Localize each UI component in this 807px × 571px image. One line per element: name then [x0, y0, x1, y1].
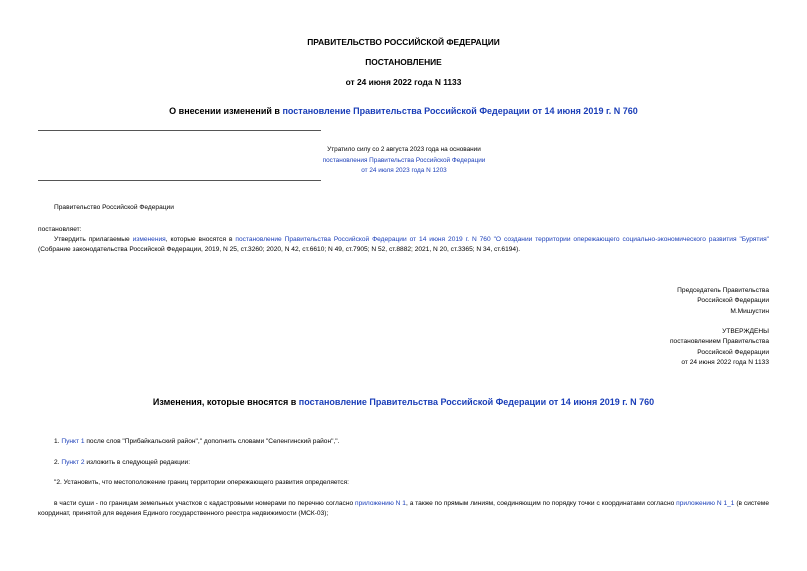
change-item-4-mid: , а также по прямым линиям, соединяющим по порядку точки с координатами согласно: [405, 500, 677, 507]
changes-title-prefix: Изменения, которые вносятся в: [152, 397, 299, 407]
approve-mid: , которые вносятся в: [165, 236, 236, 243]
change-item-4-prefix: в части суши - по границам земельных участков с кадастровыми номерами по перечню согласно: [54, 500, 356, 507]
change-item-2-number: 2.: [54, 459, 62, 466]
approve-suffix: (Собрание законодательства Российской Федерации, 2019, N 25, ст.3260; 2020, N 42, ст.6610; N 49, ст.7905; N 52, ст.8882; 2021, N 20, ст.3365; N 34, ст.6194).: [38, 245, 521, 253]
change-item-4-suffix: (в системе координат, принятой для ведения Единого государственного реестра недвижимости (МСК-03);: [38, 500, 769, 517]
resolution-760-title-link[interactable]: "О создании территории опережающего социально-экономического развития "Бурятия": [490, 236, 769, 243]
changes-title: [0, 397, 807, 407]
change-item-2: [38, 458, 769, 468]
repeal-note: [236, 145, 572, 177]
approved-block: [670, 327, 769, 369]
approve-prefix: Утвердить прилагаемые: [54, 236, 133, 243]
change-item-1: [38, 437, 769, 447]
approved-government: Российской Федерации: [697, 348, 769, 356]
repeal-note-link-line1[interactable]: постановления Правительства Российской Федерации: [322, 156, 486, 164]
approve-paragraph: [38, 235, 769, 254]
point-1-link[interactable]: Пункт 1: [61, 438, 85, 445]
document-title-link[interactable]: постановление Правительства Российской Федерации от 14 июня 2019 г. N 760: [282, 106, 638, 116]
document-type: ПОСТАНОВЛЕНИЕ: [365, 57, 442, 67]
issuer-text: Правительство Российской Федерации: [54, 204, 174, 211]
signature-name: М.Мишустин: [730, 307, 769, 315]
issuer-paragraph: [38, 203, 769, 213]
point-2-link[interactable]: Пункт 2: [61, 459, 85, 466]
document-title-prefix: О внесении изменений в: [169, 106, 283, 116]
divider-bottom: [38, 180, 321, 181]
appendix-1-link[interactable]: приложению N 1: [355, 500, 406, 507]
document-title: [0, 106, 807, 116]
signature-position: Председатель Правительства: [677, 287, 769, 294]
changes-title-link[interactable]: постановление Правительства Российской Федерации от 14 июня 2019 г. N 760: [298, 397, 655, 407]
resolution-760-link[interactable]: постановление Правительства Российской Федерации от 14 июня 2019 г. N 760: [235, 236, 491, 243]
repeal-note-link-line2[interactable]: от 24 июля 2023 года N 1203: [361, 167, 447, 175]
repeal-note-text: Утратило силу со 2 августа 2023 года на основании: [327, 146, 481, 153]
government-name: ПРАВИТЕЛЬСТВО РОССИЙСКОЙ ФЕДЕРАЦИИ: [307, 37, 500, 47]
approved-heading: УТВЕРЖДЕНЫ: [722, 328, 769, 335]
change-item-4: [38, 499, 769, 518]
decides-text: постановляет:: [38, 226, 82, 233]
change-item-3: [38, 478, 769, 488]
approved-by: постановлением Правительства: [669, 338, 769, 346]
change-item-1-text: после слов "Прибайкальский район"," дополнить словами "Селенгинский район",".: [84, 438, 340, 445]
divider-top: [38, 130, 321, 131]
changes-link[interactable]: изменения: [132, 236, 166, 243]
appendix-1-1-link[interactable]: приложению N 1_1: [676, 500, 735, 507]
document-date-number: от 24 июня 2022 года N 1133: [345, 77, 462, 87]
signature-government: Российской Федерации: [697, 297, 769, 305]
signature-block: [677, 286, 769, 317]
change-item-3-text: "2. Установить, что местоположение границ территории опережающего развития определяется:: [54, 479, 349, 486]
change-item-2-text: изложить в следующей редакции:: [84, 459, 191, 466]
approved-date: от 24 июня 2022 года N 1133: [681, 359, 769, 367]
change-item-1-number: 1.: [54, 438, 62, 445]
